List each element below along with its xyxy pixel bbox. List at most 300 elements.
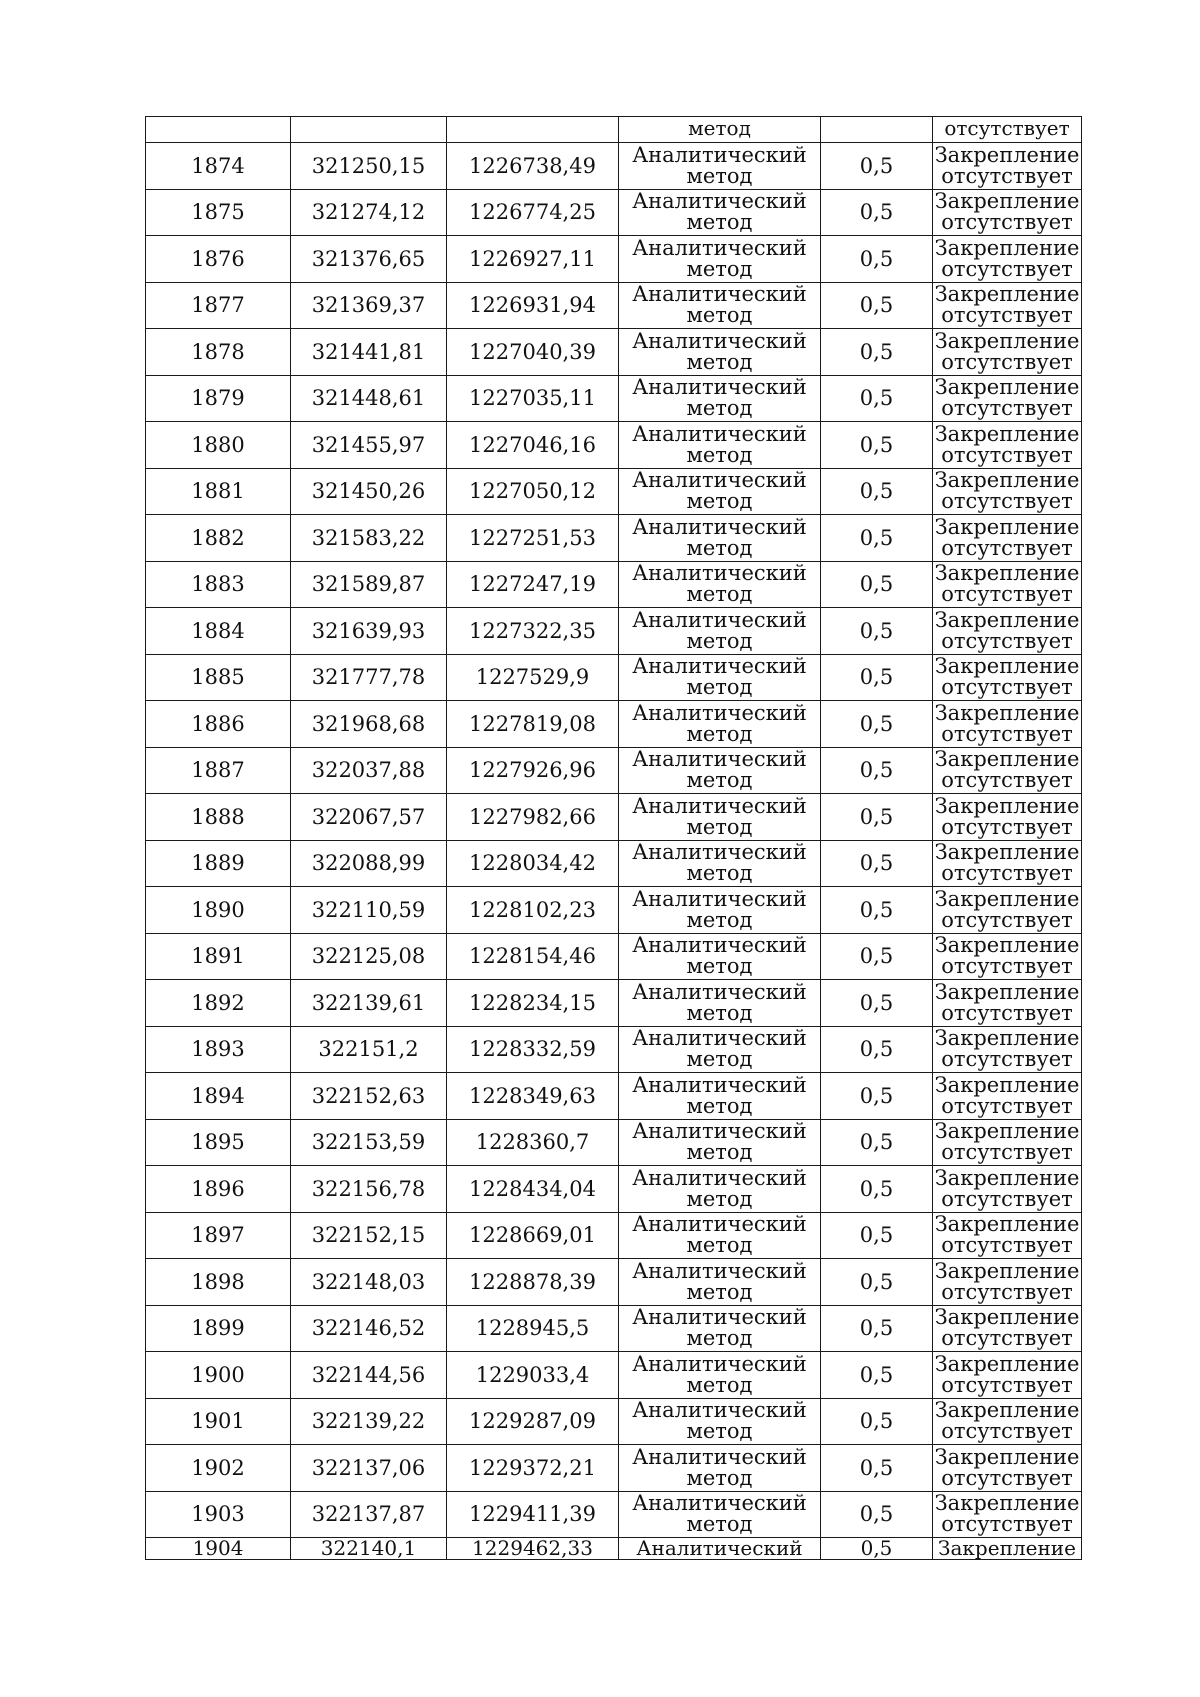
cell-x: 322067,57 [291,794,447,841]
cell-method-line2: метод [686,1372,753,1397]
cell-point-id: 1891 [146,933,291,980]
cell-accuracy: 0,5 [821,608,933,655]
cell-y: 1227046,16 [447,422,619,469]
cell-method-line1: Аналитический [632,142,807,167]
cell-y: 1228102,23 [447,887,619,934]
cell-method-line2: метод [686,349,753,374]
cell-fixing-line2: отсутствует [941,954,1073,979]
cell-point-id: 1885 [146,654,291,701]
cell-y: 1227035,11 [447,375,619,422]
cell-method-line1: Аналитический [632,1351,807,1376]
cell-fixing [933,143,1082,190]
cell-accuracy: 0,5 [821,980,933,1027]
cell-method [619,375,821,422]
cell-method-line2: метод [686,1233,753,1258]
cell-method [619,1119,821,1166]
cell-fixing-line1: Закрепление [934,979,1080,1004]
cell-method [619,422,821,469]
cell-method [619,1491,821,1538]
cell-fixing-line1: Закрепление [934,1072,1080,1097]
cell-y: 1229033,4 [447,1352,619,1399]
cell-y: 1228878,39 [447,1259,619,1306]
cell-fixing-line2: отсутствует [941,163,1073,188]
cell-fixing-line2: отсутствует [941,256,1073,281]
cell-fixing-line2: отсутствует [941,1326,1073,1351]
cell-point-id: 1896 [146,1166,291,1213]
table-row [146,887,1082,934]
table-row [146,840,1082,887]
cell-fixing [933,1305,1082,1352]
cell-method-line1: Аналитический [632,1119,807,1144]
cell-method [619,282,821,329]
cell-y: 1229372,21 [447,1445,619,1492]
table-row [146,1166,1082,1213]
table-row [146,794,1082,841]
cell-fixing [933,701,1082,748]
cell-method [619,980,821,1027]
cell-fixing-line2: отсутствует [941,1093,1073,1118]
cell-method-line2: метод [686,1279,753,1304]
cell-method-line1: Аналитический [632,1491,807,1516]
table-row [146,1445,1082,1492]
cell-accuracy: 0,5 [821,887,933,934]
cell-fixing-line2: отсутствует [941,210,1073,235]
cell-fixing-line1: Закрепление [934,1305,1080,1330]
cell-fixing-line2: отсутствует [941,303,1073,328]
cell-fixing [933,515,1082,562]
table-row [146,1119,1082,1166]
cell-accuracy: 0,5 [821,1491,933,1538]
cell-x: 322148,03 [291,1259,447,1306]
cell-point-id [146,117,291,143]
cell-accuracy: 0,5 [821,282,933,329]
cell-fixing-line1: Закрепление [934,654,1080,679]
cell-fixing: Закрепление [933,1538,1082,1560]
cell-x: 322137,06 [291,1445,447,1492]
cell-x: 322152,63 [291,1073,447,1120]
cell-accuracy: 0,5 [821,143,933,190]
cell-method [619,468,821,515]
cell-point-id: 1904 [146,1538,291,1560]
cell-accuracy: 0,5 [821,654,933,701]
cell-fixing-line1: Закрепление [934,1165,1080,1190]
cell-method [619,608,821,655]
cell-accuracy: 0,5 [821,1259,933,1306]
cell-method [619,1398,821,1445]
cell-x: 322152,15 [291,1212,447,1259]
cell-method [619,887,821,934]
table-row [146,1212,1082,1259]
cell-method-line2: метод [686,954,753,979]
cell-fixing-line1: Закрепление [934,886,1080,911]
cell-method [619,561,821,608]
cell-fixing-line2: отсутствует [941,489,1073,514]
cell-x: 322139,22 [291,1398,447,1445]
cell-point-id: 1897 [146,1212,291,1259]
cell-accuracy: 0,5 [821,236,933,283]
cell-point-id: 1888 [146,794,291,841]
cell-fixing-line1: Закрепление [934,840,1080,865]
table-row [146,1305,1082,1352]
cell-y: 1227050,12 [447,468,619,515]
table-row [146,282,1082,329]
cell-fixing-line1: Закрепление [934,514,1080,539]
cell-method [619,701,821,748]
cell-point-id: 1898 [146,1259,291,1306]
cell-point-id: 1882 [146,515,291,562]
cell-point-id: 1878 [146,329,291,376]
cell-x: 322110,59 [291,887,447,934]
cell-accuracy: 0,5 [821,1073,933,1120]
cell-accuracy: 0,5 [821,329,933,376]
cell-x: 321455,97 [291,422,447,469]
cell-x: 322037,88 [291,747,447,794]
cell-fixing [933,468,1082,515]
table-row [146,933,1082,980]
table-row [146,515,1082,562]
cell-y: 1227040,39 [447,329,619,376]
table-row [146,1398,1082,1445]
cell-fixing [933,282,1082,329]
cell-x: 322146,52 [291,1305,447,1352]
cell-fixing [933,1259,1082,1306]
cell-accuracy: 0,5 [821,933,933,980]
cell-method-line1: Аналитический [632,1444,807,1469]
cell-fixing [933,1491,1082,1538]
table-row [146,236,1082,283]
table-row [146,654,1082,701]
cell-fixing-line1: Закрепление [934,1491,1080,1516]
cell-point-id: 1901 [146,1398,291,1445]
cell-fixing-line1: Закрепление [934,1351,1080,1376]
cell-method-line1: Аналитический [632,654,807,679]
cell-fixing-line2: отсутствует [941,535,1073,560]
cell-point-id: 1876 [146,236,291,283]
cell-x: 321777,78 [291,654,447,701]
cell-method-line2: метод [686,1047,753,1072]
cell-method-line1: Аналитический [632,1026,807,1051]
cell-fixing-line1: Закрепление [934,1119,1080,1144]
table-row [146,1073,1082,1120]
cell-method-line1: Аналитический [632,1398,807,1423]
cell-method-line2: метод [686,442,753,467]
cell-method-line1: Аналитический [632,375,807,400]
cell-x: 322088,99 [291,840,447,887]
cell-fixing-line2: отсутствует [941,814,1073,839]
cell-accuracy: 0,5 [821,1445,933,1492]
cell-accuracy: 0,5 [821,375,933,422]
cell-method [619,1445,821,1492]
cell-method-line2: метод [686,768,753,793]
cell-accuracy: 0,5 [821,747,933,794]
table-row [146,468,1082,515]
cell-accuracy: 0,5 [821,422,933,469]
cell-point-id: 1900 [146,1352,291,1399]
cell-x: 322156,78 [291,1166,447,1213]
cell-method [619,654,821,701]
cell-fixing-line2: отсутствует [941,1465,1073,1490]
cell-method: Аналитический [619,1538,821,1560]
cell-fixing [933,980,1082,1027]
cell-fixing [933,1212,1082,1259]
cell-y: 1227819,08 [447,701,619,748]
cell-method-line2: метод [686,1465,753,1490]
cell-method [619,143,821,190]
table-row [146,1026,1082,1073]
cell-method [619,933,821,980]
cell-method [619,515,821,562]
cell-point-id: 1874 [146,143,291,190]
cell-x: 321450,26 [291,468,447,515]
cell-method [619,1026,821,1073]
cell-fixing-line1: Закрепление [934,375,1080,400]
cell-method-line2: метод [686,396,753,421]
cell-fixing-line2: отсутствует [941,1000,1073,1025]
cell-method-line1: Аналитический [632,468,807,493]
cell-method-line2: метод [686,582,753,607]
cell-fixing [933,840,1082,887]
cell-fixing [933,887,1082,934]
cell-fixing [933,794,1082,841]
cell-accuracy: 0,5 [821,840,933,887]
cell-fixing-line2: отсутствует [941,628,1073,653]
cell-method [619,1305,821,1352]
cell-fixing [933,933,1082,980]
cell-method-line2: метод [686,675,753,700]
cell-fixing-line1: Закрепление [934,142,1080,167]
cell-x: 322153,59 [291,1119,447,1166]
cell-fixing [933,189,1082,236]
cell-fixing [933,561,1082,608]
cell-y: 1226774,25 [447,189,619,236]
cell-fixing [933,608,1082,655]
cell-x: 321250,15 [291,143,447,190]
cell-x: 321448,61 [291,375,447,422]
cell-accuracy: 0,5 [821,1119,933,1166]
cell-y: 1227322,35 [447,608,619,655]
cell-y: 1226927,11 [447,236,619,283]
cell-method-line2: метод [686,907,753,932]
cell-method-line2: метод [686,1093,753,1118]
cell-fixing [933,329,1082,376]
cell-x: 321589,87 [291,561,447,608]
cell-y [447,117,619,143]
cell-fixing-line2: отсутствует [941,675,1073,700]
cell-y: 1228669,01 [447,1212,619,1259]
cell-x: 321583,22 [291,515,447,562]
cell-accuracy: 0,5 [821,701,933,748]
table-row [146,189,1082,236]
cell-fixing-line1: Закрепление [934,468,1080,493]
cell-fixing-line1: Закрепление [934,933,1080,958]
cell-method-line1: Аналитический [632,1258,807,1283]
table-row [146,422,1082,469]
cell-method-line2: метод [686,1419,753,1444]
cell-y: 1226931,94 [447,282,619,329]
cell-method-line2: метод [686,303,753,328]
coordinates-table-body [146,117,1082,1560]
cell-x: 322137,87 [291,1491,447,1538]
cell-method [619,794,821,841]
cell-y: 1227251,53 [447,515,619,562]
cell-y: 1229462,33 [447,1538,619,1560]
cell-x: 322151,2 [291,1026,447,1073]
cell-point-id: 1890 [146,887,291,934]
cell-method-line1: Аналитический [632,700,807,725]
cell-method-line1: Аналитический [632,328,807,353]
cell-point-id: 1899 [146,1305,291,1352]
cell-accuracy: 0,5 [821,1305,933,1352]
cell-fixing-line1: Закрепление [934,700,1080,725]
cell-method-line1: Аналитический [632,979,807,1004]
cell-fixing-line2: отсутствует [941,768,1073,793]
cell-fixing-line2: отсутствует [941,721,1073,746]
cell-fixing [933,1026,1082,1073]
cell-fixing-line1: Закрепление [934,1212,1080,1237]
cell-method-line1: Аналитический [632,1212,807,1237]
cell-point-id: 1902 [146,1445,291,1492]
cell-method-line2: метод [686,861,753,886]
cell-x: 321274,12 [291,189,447,236]
cell-method-line1: Аналитический [632,514,807,539]
cell-accuracy: 0,5 [821,189,933,236]
cell-fixing [933,654,1082,701]
cell-y: 1227529,9 [447,654,619,701]
cell-x: 321441,81 [291,329,447,376]
cell-y: 1229411,39 [447,1491,619,1538]
cell-x: 321968,68 [291,701,447,748]
table-row [146,329,1082,376]
cell-method-line1: Аналитический [632,607,807,632]
cell-point-id: 1889 [146,840,291,887]
cell-fixing-line2: отсутствует [941,1372,1073,1397]
cell-y: 1228154,46 [447,933,619,980]
cell-accuracy: 0,5 [821,561,933,608]
table-row-last [146,1538,1082,1560]
cell-x: 322139,61 [291,980,447,1027]
cell-method-line2: метод [686,721,753,746]
cell-x: 322144,56 [291,1352,447,1399]
cell-point-id: 1880 [146,422,291,469]
cell-point-id: 1875 [146,189,291,236]
cell-y: 1227982,66 [447,794,619,841]
cell-method-line2: метод [686,628,753,653]
cell-accuracy [821,117,933,143]
cell-method-line2: метод [686,1140,753,1165]
cell-point-id: 1877 [146,282,291,329]
cell-method-line2: метод [686,1512,753,1537]
cell-fixing-line2: отсутствует [941,1047,1073,1072]
cell-method-line1: Аналитический [632,282,807,307]
cell-method-line1: Аналитический [632,933,807,958]
cell-method [619,840,821,887]
cell-method-line2: метод [686,256,753,281]
cell-method-line1: Аналитический [632,840,807,865]
cell-method [619,1259,821,1306]
table-row [146,1259,1082,1306]
cell-y: 1227926,96 [447,747,619,794]
cell-fixing-line2: отсутствует [941,582,1073,607]
cell-method [619,329,821,376]
coordinates-table [145,116,1082,1560]
cell-fixing [933,1166,1082,1213]
cell-y: 1227247,19 [447,561,619,608]
cell-fixing [933,747,1082,794]
table-row [146,1352,1082,1399]
cell-fixing-line1: Закрепление [934,1258,1080,1283]
cell-x: 321369,37 [291,282,447,329]
cell-fixing: отсутствует [933,117,1082,143]
cell-fixing [933,422,1082,469]
cell-fixing-line2: отсутствует [941,861,1073,886]
cell-point-id: 1884 [146,608,291,655]
cell-point-id: 1892 [146,980,291,1027]
cell-y: 1228360,7 [447,1119,619,1166]
table-row-continued [146,117,1082,143]
cell-fixing-line1: Закрепление [934,1398,1080,1423]
cell-y: 1228034,42 [447,840,619,887]
cell-fixing [933,1445,1082,1492]
cell-method-line2: метод [686,535,753,560]
cell-accuracy: 0,5 [821,1212,933,1259]
cell-method-line2: метод [686,1000,753,1025]
cell-point-id: 1894 [146,1073,291,1120]
cell-method-line2: метод [686,1326,753,1351]
cell-x: 322140,1 [291,1538,447,1560]
cell-method-line1: Аналитический [632,747,807,772]
cell-fixing-line1: Закрепление [934,328,1080,353]
cell-x [291,117,447,143]
table-row [146,747,1082,794]
cell-x: 321639,93 [291,608,447,655]
table-row [146,375,1082,422]
cell-method [619,236,821,283]
cell-fixing-line2: отсутствует [941,1233,1073,1258]
cell-method-line1: Аналитический [632,561,807,586]
cell-fixing-line1: Закрепление [934,793,1080,818]
cell-point-id: 1903 [146,1491,291,1538]
cell-point-id: 1895 [146,1119,291,1166]
cell-fixing [933,1352,1082,1399]
cell-fixing [933,1119,1082,1166]
cell-fixing-line1: Закрепление [934,235,1080,260]
cell-method-line1: Аналитический [632,235,807,260]
cell-accuracy: 0,5 [821,1352,933,1399]
table-row [146,701,1082,748]
cell-fixing-line1: Закрепление [934,607,1080,632]
cell-accuracy: 0,5 [821,515,933,562]
cell-method-line2: метод [686,814,753,839]
cell-y: 1228434,04 [447,1166,619,1213]
cell-y: 1226738,49 [447,143,619,190]
table-row [146,1491,1082,1538]
cell-accuracy: 0,5 [821,794,933,841]
cell-fixing-line2: отсутствует [941,1186,1073,1211]
cell-fixing-line1: Закрепление [934,1444,1080,1469]
cell-method-line2: метод [686,210,753,235]
cell-fixing-line1: Закрепление [934,282,1080,307]
cell-point-id: 1893 [146,1026,291,1073]
cell-fixing-line2: отсутствует [941,1512,1073,1537]
cell-fixing-line1: Закрепление [934,1026,1080,1051]
cell-x: 322125,08 [291,933,447,980]
cell-method-line1: Аналитический [632,421,807,446]
cell-fixing-line2: отсутствует [941,1140,1073,1165]
cell-method [619,189,821,236]
cell-y: 1229287,09 [447,1398,619,1445]
cell-point-id: 1883 [146,561,291,608]
cell-method-line2: метод [686,163,753,188]
